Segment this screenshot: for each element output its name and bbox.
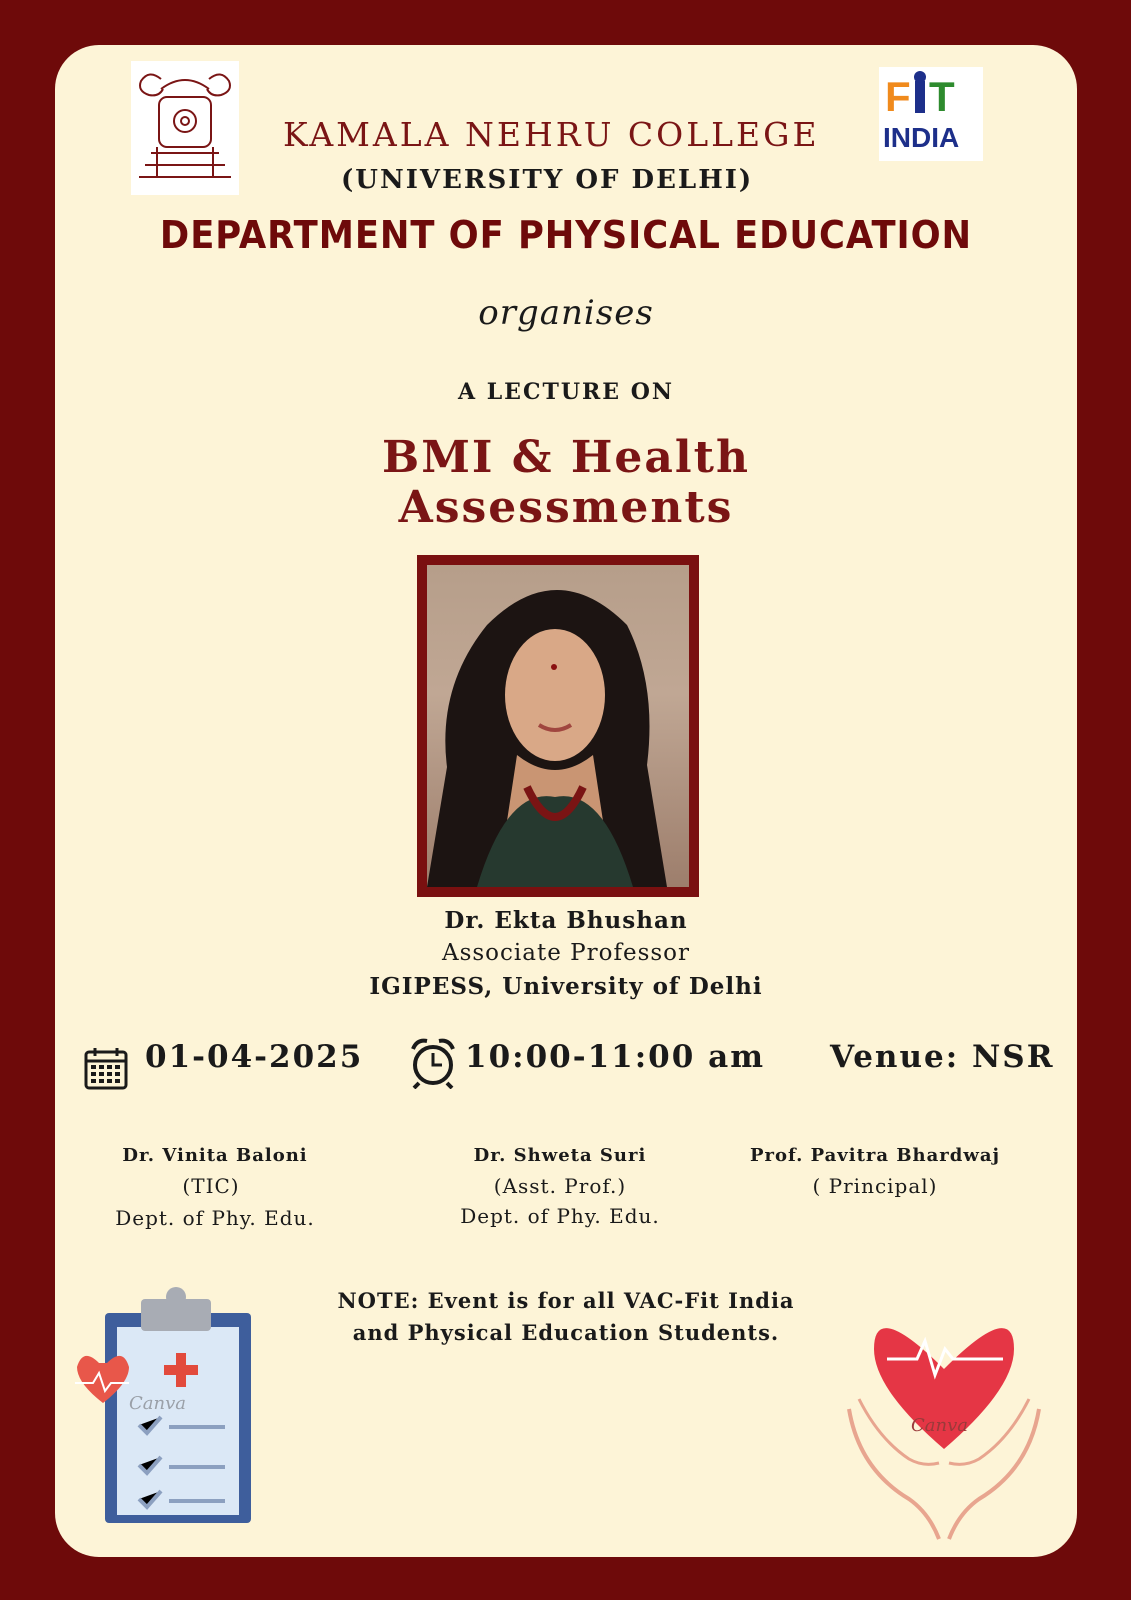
fit-logo-t: T — [929, 73, 955, 120]
event-time: 10:00-11:00 am — [465, 1039, 765, 1075]
speaker-photo-frame — [417, 555, 699, 897]
organises-text: organises — [478, 293, 654, 333]
calendar-icon — [84, 1046, 128, 1090]
organiser-3-name: Prof. Pavitra Bhardwaj — [749, 1145, 1001, 1166]
lecture-intro: A LECTURE ON — [457, 379, 675, 405]
fit-india-logo — [879, 67, 983, 161]
organiser-2-dept: Dept. of Phy. Edu. — [460, 1204, 660, 1228]
organiser-3 — [725, 1145, 1025, 1198]
organiser-1-role: (TIC) — [182, 1174, 240, 1198]
clipboard-illustration — [69, 1285, 259, 1555]
note-line2: and Physical Education Students. — [352, 1320, 780, 1345]
fit-logo-india: INDIA — [883, 122, 960, 153]
organiser-3-role: ( Principal) — [812, 1174, 938, 1198]
heart-in-hands-illustration — [839, 1299, 1049, 1549]
speaker-name: Dr. Ekta Bhushan — [444, 907, 688, 934]
lecture-title-line1: BMI & Health — [382, 432, 750, 483]
organiser-1-dept: Dept. of Phy. Edu. — [115, 1206, 315, 1230]
lecture-title — [55, 433, 1077, 533]
university-name: (UNIVERSITY OF DELHI) — [341, 165, 754, 195]
canva-watermark-1: Canva — [129, 1393, 186, 1414]
organiser-1 — [65, 1145, 365, 1230]
event-date: 01-04-2025 — [145, 1039, 364, 1075]
organiser-2-role: (Asst. Prof.) — [493, 1174, 627, 1198]
fit-logo-f: F — [885, 73, 911, 120]
college-emblem-logo — [131, 61, 239, 195]
organiser-2 — [410, 1145, 710, 1228]
event-venue: Venue: NSR — [830, 1039, 1055, 1075]
fit-logo-pillar — [915, 81, 925, 113]
organiser-1-name: Dr. Vinita Baloni — [122, 1145, 308, 1166]
speaker-affiliation: IGIPESS, University of Delhi — [369, 973, 763, 1000]
alarm-clock-icon — [409, 1037, 457, 1089]
canva-watermark-2: Canva — [911, 1415, 968, 1436]
speaker-photo — [427, 565, 689, 887]
college-name: KAMALA NEHRU COLLEGE — [283, 115, 820, 154]
speaker-role: Associate Professor — [441, 940, 691, 966]
organiser-2-name: Dr. Shweta Suri — [473, 1145, 647, 1166]
department-title: DEPARTMENT OF PHYSICAL EDUCATION — [159, 213, 973, 257]
poster-card — [55, 45, 1077, 1557]
lecture-title-line2: Assessments — [398, 482, 734, 533]
note-line1: NOTE: Event is for all VAC-Fit India — [337, 1288, 795, 1313]
